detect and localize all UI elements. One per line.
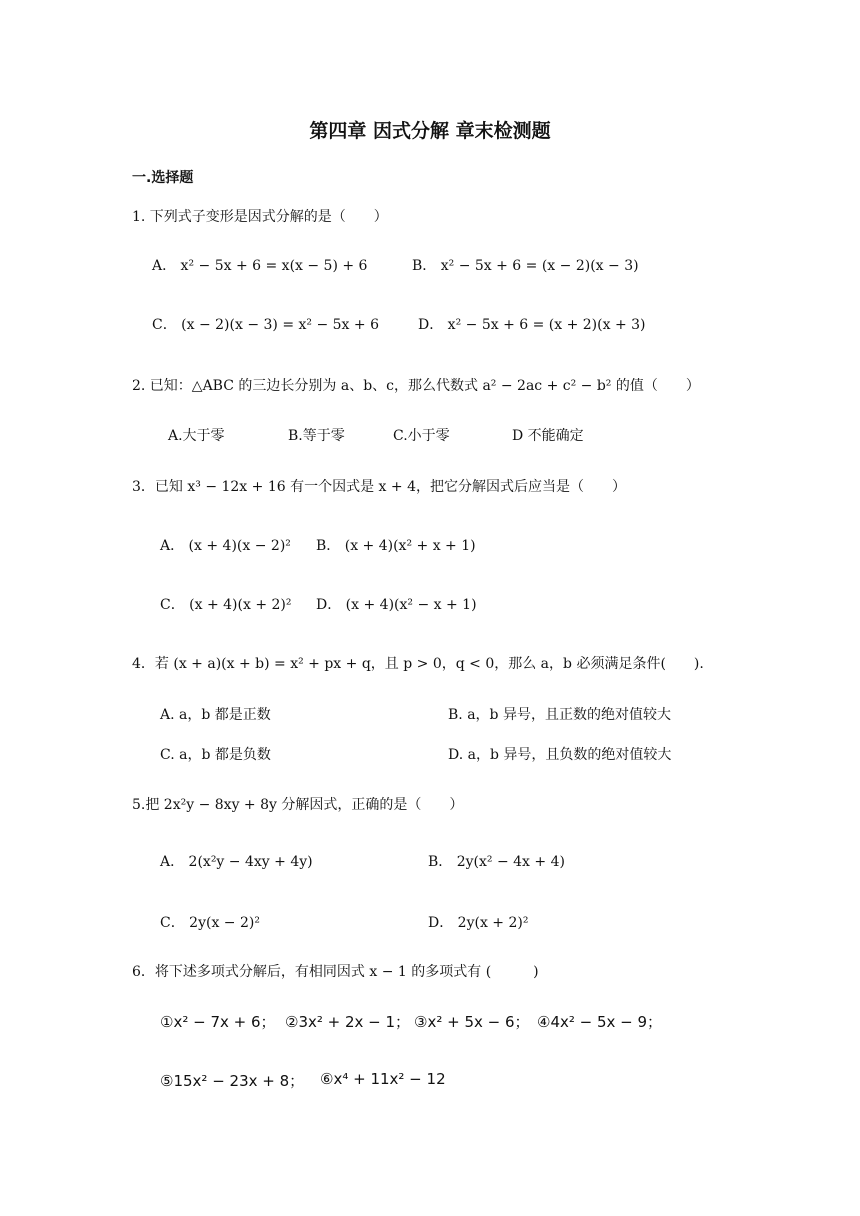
question-4-option-b: B. a，b 异号，且正数的绝对值较大 xyxy=(448,707,671,723)
question-1-option-a: A． x² − 5x + 6 = x(x − 5) + 6 xyxy=(152,258,368,274)
question-5-option-a: A． 2(x²y − 4xy + 4y) xyxy=(160,854,313,870)
question-2-option-c: C.小于零 xyxy=(393,428,450,444)
question-6-item-2: ②3x² + 2x − 1； xyxy=(285,1013,411,1031)
question-3-option-d: D． (x + 4)(x² − x + 1) xyxy=(316,597,477,613)
question-6-item-5: ⑤15x² − 23x + 8； xyxy=(160,1072,305,1090)
question-3-option-a: A． (x + 4)(x − 2)² xyxy=(160,538,291,554)
question-1-option-c: C． (x − 2)(x − 3) = x² − 5x + 6 xyxy=(152,317,379,333)
question-4-option-a: A. a，b 都是正数 xyxy=(160,707,271,723)
question-5-stem: 5.把 2x²y − 8xy + 8y 分解因式，正确的是（ ） xyxy=(132,797,464,813)
question-2-option-a: A.大于零 xyxy=(168,428,225,444)
question-6-item-1: ①x² − 7x + 6； xyxy=(160,1013,276,1031)
question-1-option-b: B． x² − 5x + 6 = (x − 2)(x − 3) xyxy=(412,258,639,274)
question-5-option-d: D． 2y(x + 2)² xyxy=(428,915,529,931)
question-2-option-d: D 不能确定 xyxy=(512,428,584,444)
question-3-option-c: C． (x + 4)(x + 2)² xyxy=(160,597,292,613)
section-heading: 一.选择题 xyxy=(132,170,194,186)
question-2-option-b: B.等于零 xyxy=(288,428,345,444)
question-1-option-d: D． x² − 5x + 6 = (x + 2)(x + 3) xyxy=(418,317,646,333)
question-2-stem: 2. 已知：△ABC 的三边长分别为 a、b、c，那么代数式 a² − 2ac + c² − b² 的值（ ） xyxy=(132,378,700,394)
question-6-item-3: ③x² + 5x − 6； xyxy=(414,1013,530,1031)
question-6-stem: 6．将下述多项式分解后，有相同因式 x − 1 的多项式有 ( ) xyxy=(132,964,539,980)
page-title: 第四章 因式分解 章末检测题 xyxy=(309,120,551,142)
question-4-stem: 4．若 (x + a)(x + b) = x² + px + q，且 p > 0，q < 0，那么 a，b 必须满足条件( ). xyxy=(132,656,704,672)
question-6-item-4: ④4x² − 5x − 9； xyxy=(537,1013,663,1031)
question-3-stem: 3．已知 x³ − 12x + 16 有一个因式是 x + 4，把它分解因式后应当是（ ） xyxy=(132,479,626,495)
question-4-option-d: D. a，b 异号，且负数的绝对值较大 xyxy=(448,747,672,763)
question-4-option-c: C. a，b 都是负数 xyxy=(160,747,271,763)
question-5-option-c: C． 2y(x − 2)² xyxy=(160,915,260,931)
question-5-option-b: B． 2y(x² − 4x + 4) xyxy=(428,854,565,870)
question-3-option-b: B． (x + 4)(x² + x + 1) xyxy=(316,538,476,554)
question-1-stem: 1. 下列式子变形是因式分解的是（ ） xyxy=(132,209,388,225)
question-6-item-6: ⑥x⁴ + 11x² − 12 xyxy=(320,1070,446,1088)
